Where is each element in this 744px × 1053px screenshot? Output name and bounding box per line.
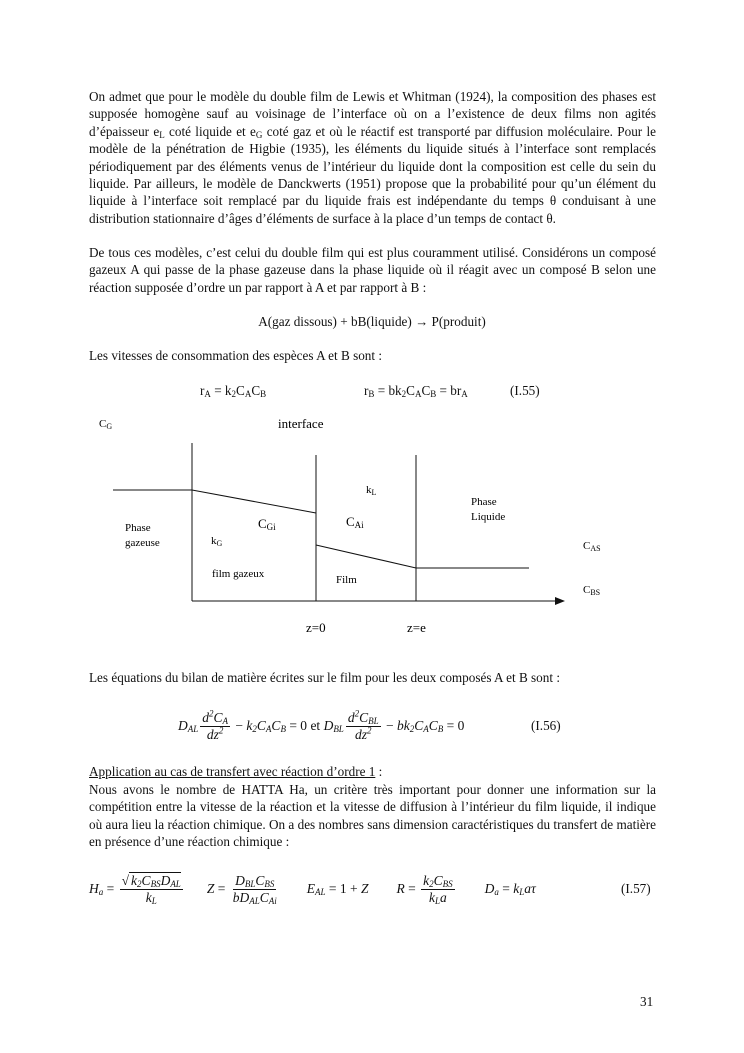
rate-a-expression: $r_A = k_2C_AC_B$ xyxy=(200,383,267,399)
dimensionless-numbers: $H_a$ = $\frac{√ k_2C_{BS}D_{AL}}{k_L}$ Z = $\frac{D_{BL}C_{BS}}{bD_{AL}C_{Ai}}$ $E_{AL}$ = 1 + Z R = $\frac{k_2C_{BS}}{k_La}$ $D_a$ = $k_La\tau$ xyxy=(89,872,536,906)
reaction-equation: A(gaz dissous) + bB(liquide) → P(produit) xyxy=(258,314,486,329)
kl-label: kL xyxy=(366,484,377,497)
x-axis-arrow xyxy=(555,597,565,605)
rates-intro: Les vitesses de consommation des espèces A et B sont : xyxy=(89,348,383,363)
equation-ref-155: (I.55) xyxy=(510,383,540,398)
phase-gazeuse-label-2: gazeuse xyxy=(125,537,160,549)
paragraph-hatta: Nous avons le nombre de HATTA Ha, un critère très important pour donner une information sur la compétition entre la vitesse de la réaction et la vitesse de diffusion à l’intérieur du film liquide, il indique où aura lieu la réaction chimique. On a des nombres sans dimension caractéristiques du transfert de matière en présence d’une réaction chimique : xyxy=(89,782,656,850)
kg-label: kG xyxy=(211,535,223,548)
cgi-label: CGi xyxy=(258,516,276,532)
interface-label: interface xyxy=(278,416,324,431)
cai-label: CAi xyxy=(346,514,364,530)
cg-label: CG xyxy=(99,418,113,431)
application-heading: Application au cas de transfert avec réaction d’ordre 1 : xyxy=(89,764,383,779)
phase-gazeuse-label-1: Phase xyxy=(125,522,151,534)
equation-ref-157: (I.57) xyxy=(621,881,651,896)
paragraph-models: On admet que pour le modèle du double film de Lewis et Whitman (1924), la composition des phases est supposée homogène sauf au voisinage de l’interface où on a l’existence de deux films non agités d’épaisseur $e_L$ coté liquide et $e_G$ coté gaz et où le réactif est transporté par diffusion moléculaire. Pour le modèle de la pénétration de Higbie (1935), les éléments du liquide situés à l’interface sont remplacés périodiquement par des éléments venus de l’intérieur du liquide dont la composition est celle du sein du liquide. Par ailleurs, le modèle de Danckwerts (1951) propose que la probabilité pour qu’un élément du liquide à l’interface soit remplacé par du liquide frais est indépendante du temps θ conduisant à une distribution stationnaire d’âges d’éléments de surface à la place d’un temps de contact θ. xyxy=(89,89,657,226)
cbs-label: CBS xyxy=(583,584,601,597)
page-number: 31 xyxy=(640,994,654,1009)
liquid-concentration-profile xyxy=(316,545,529,568)
equation-ref-156: (I.56) xyxy=(531,718,561,733)
film-gazeux-label: film gazeux xyxy=(212,568,265,580)
phase-liquide-label-2: Liquide xyxy=(471,511,506,523)
paragraph-double-film: De tous ces modèles, c’est celui du double film qui est plus couramment utilisé. Considérons un composé gazeux A qui passe de la phase gazeuse dans la phase liquide où il réagit avec un composé B selon une réaction supposée d’ordre un par rapport à A et par rapport à B : xyxy=(89,245,656,295)
equations-intro: Les équations du bilan de matière écrites sur le film pour les deux composés A et B sont : xyxy=(89,670,560,685)
rate-b-expression: $r_B = bk_2C_AC_B = br_A$ xyxy=(364,383,468,399)
ze-label: z=e xyxy=(407,620,426,635)
mass-balance-equations: $D_{AL}$ $\frac{d^2C_A}{dz^2}$ − $k_2C_AC_B$ = 0 et $D_{BL}$ $\frac{d^2C_{BL}}{dz^2}$ − $bk_2C_AC_B$ = 0 xyxy=(178,708,465,742)
film-label: Film xyxy=(336,574,357,586)
phase-liquide-label-1: Phase xyxy=(471,496,497,508)
cas-label: CAS xyxy=(583,540,601,553)
z0-label: z=0 xyxy=(306,620,326,635)
gas-concentration-profile xyxy=(113,490,316,513)
